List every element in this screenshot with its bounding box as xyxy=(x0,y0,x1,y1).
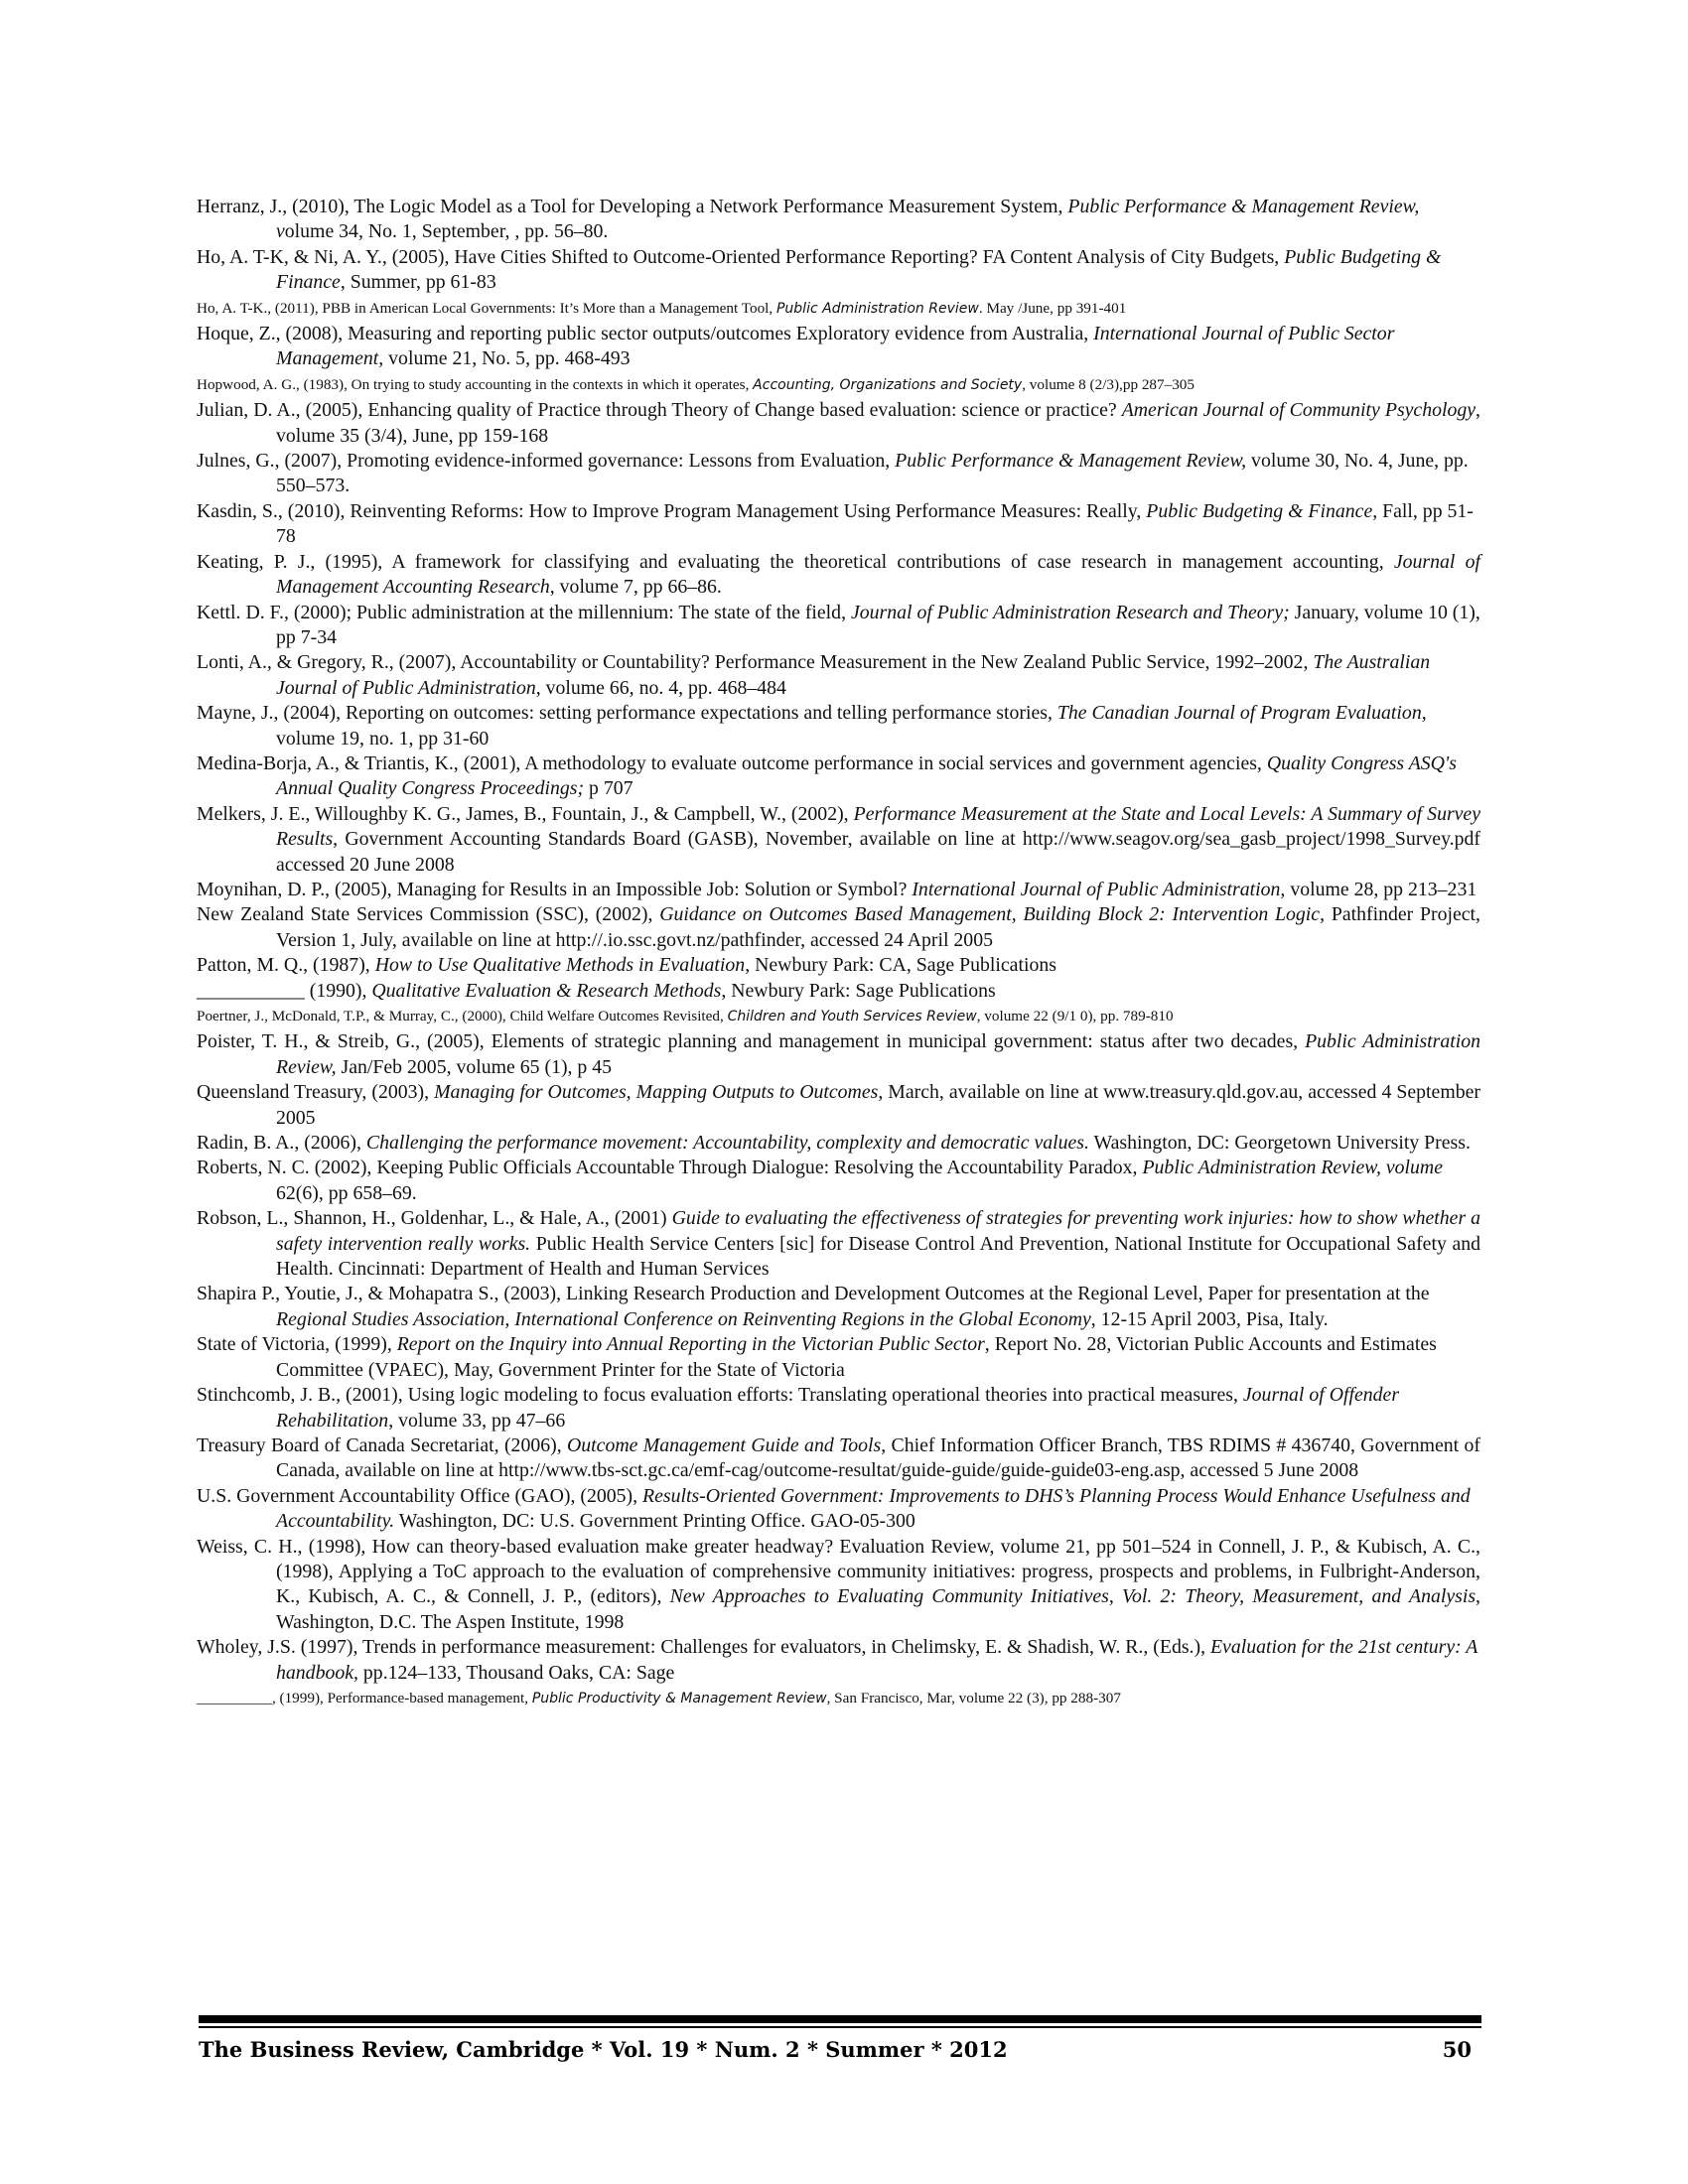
reference-source-title: Challenging the performance movement: Accountability, complexity and democratic values. xyxy=(365,1132,1089,1155)
reference-source-title: Journal of Management Accounting Research xyxy=(276,550,1480,599)
reference-entry xyxy=(197,1080,1480,1131)
reference-source-title: Results-Oriented Government: Improvements to DHS’s Planning Process Would Enhance Usefulness and Accountability. xyxy=(276,1484,1471,1533)
reference-source-title: The Australian Journal of Public Administration xyxy=(276,651,1431,699)
reference-details: , Fall, pp 51-78 xyxy=(276,499,1474,548)
reference-text: Julnes, G., (2007), Promoting evidence-informed governance: Lessons from Evaluation, xyxy=(197,450,896,473)
reference-source-title: Managing for Outcomes, Mapping Outputs to Outcomes xyxy=(434,1081,879,1104)
reference-text: Julian, D. A., (2005), Enhancing quality of Practice through Theory of Change based evaluation: science or practice? xyxy=(197,399,1122,422)
footer-rule-thin xyxy=(199,2026,1481,2028)
reference-text: Stinchcomb, J. B., (2001), Using logic modeling to focus evaluation efforts: Translating operational theories into practical measures, xyxy=(197,1384,1243,1407)
reference-source-title: American Journal of Community Psychology xyxy=(1121,399,1477,422)
reference-source-title: Evaluation for the 21st century: A handbook, xyxy=(276,1636,1477,1684)
reference-details: Washington, DC: U.S. Government Printing Office. GAO-05-300 xyxy=(394,1510,915,1533)
reference-source-title: Performance Measurement at the State and Local Levels: A Summary of Survey Results xyxy=(276,802,1480,851)
reference-entry xyxy=(197,601,1480,651)
reference-entry xyxy=(197,751,1480,802)
reference-details: , Summer, pp 61-83 xyxy=(340,271,496,294)
reference-details: p 707 xyxy=(584,777,633,800)
reference-entry xyxy=(197,398,1480,449)
reference-details: , March, available on line at www.treasury.qld.gov.au, accessed 4 September 2005 xyxy=(276,1081,1480,1129)
reference-entry xyxy=(197,1484,1480,1535)
reference-source-title: Report on the Inquiry into Annual Reporting in the Victorian Public Sector xyxy=(396,1333,985,1356)
reference-entry xyxy=(197,902,1480,953)
reference-details: volume 19, no. 1, pp 31-60 xyxy=(276,727,490,750)
reference-entry xyxy=(197,878,1480,902)
footer-rule xyxy=(199,2015,1481,2023)
reference-source-title: International Journal of Public Administration, xyxy=(912,878,1286,900)
reference-details: , Government Accounting Standards Board (GASB), November, available on line at http://www.seagov.org/sea_gasb_project/1998_Survey.pdf accessed 20 June 2008 xyxy=(276,828,1480,876)
reference-text: ___________ (1990), xyxy=(197,979,372,1002)
reference-details: volume 30, No. 4, June, pp. 550–573. xyxy=(276,450,1469,497)
reference-source-title: Public Performance & Management Review, v xyxy=(276,196,1420,243)
reference-source-title: International Journal of Public Sector Management, xyxy=(276,323,1395,370)
reference-details: Jan/Feb 2005, volume 65 (1), p 45 xyxy=(336,1055,613,1078)
reference-details: , Washington, D.C. The Aspen Institute, 1998 xyxy=(276,1585,1480,1633)
reference-entry xyxy=(197,650,1480,701)
reference-text: Queensland Treasury, (2003), xyxy=(197,1081,435,1104)
reference-text: Radin, B. A., (2006), xyxy=(197,1132,366,1155)
reference-details: Washington, DC: Georgetown University Press. xyxy=(1088,1132,1471,1155)
reference-entry xyxy=(197,802,1480,878)
reference-text: Keating, P. J., (1995), A framework for classifying and evaluating the theoretical contributions of case research in management accounting, xyxy=(197,550,1394,573)
reference-text: Poertner, J., McDonald, T.P., & Murray, C., (2000), Child Welfare Outcomes Revisited, xyxy=(197,1008,728,1024)
reference-details: , San Francisco, Mar, volume 22 (3), pp 288-307 xyxy=(826,1689,1121,1706)
reference-text: State of Victoria, (1999), xyxy=(197,1333,397,1356)
reference-entry xyxy=(197,1635,1480,1686)
reference-text: U.S. Government Accountability Office (GAO), (2005), xyxy=(197,1484,643,1507)
reference-text: Roberts, N. C. (2002), Keeping Public Officials Accountable Through Dialogue: Resolving the Accountability Paradox, xyxy=(197,1157,1143,1179)
reference-source-title: Journal of Public Administration Research and Theory; xyxy=(850,601,1290,623)
reference-entry xyxy=(197,701,1480,751)
reference-details: , volume 8 (2/3),pp 287–305 xyxy=(1022,375,1195,393)
reference-entry xyxy=(197,979,1480,1004)
reference-source-title: Children and Youth Services Review xyxy=(727,1009,977,1024)
reference-details: Public Health Service Centers [sic] for Disease Control And Prevention, National Institute for Occupational Safety and Health. Cincinnati: Department of Health and Human Services xyxy=(276,1232,1480,1281)
reference-source-title: Public Productivity & Management Review xyxy=(531,1690,827,1706)
reference-text: Robson, L., Shannon, H., Goldenhar, L., & Hale, A., (2001) xyxy=(197,1207,672,1230)
reference-source-title: Public Budgeting & Finance xyxy=(1146,499,1373,522)
reference-details: , volume 66, no. 4, pp. 468–484 xyxy=(535,676,786,699)
reference-details: , Newbury Park: CA, Sage Publications xyxy=(745,954,1056,977)
reference-text: Herranz, J., (2010), The Logic Model as a Tool for Developing a Network Performance Measurement System, xyxy=(197,196,1068,217)
reference-entry xyxy=(197,1535,1480,1636)
reference-source-title: Public Administration Review xyxy=(775,300,979,317)
reference-entry xyxy=(197,1383,1480,1433)
reference-text: Wholey, J.S. (1997), Trends in performance measurement: Challenges for evaluators, in Chelimsky, E. & Shadish, W. R., (Eds.), xyxy=(197,1636,1210,1659)
reference-details: volume 28, pp 213–231 xyxy=(1285,878,1477,900)
reference-text: Treasury Board of Canada Secretariat, (2006), xyxy=(197,1433,567,1456)
reference-text: Poister, T. H., & Streib, G., (2005), Elements of strategic planning and management in municipal government: status after two decades, xyxy=(197,1030,1306,1053)
reference-entry xyxy=(197,550,1480,601)
reference-entry xyxy=(197,499,1480,550)
reference-details: pp.124–133, Thousand Oaks, CA: Sage xyxy=(357,1661,675,1684)
reference-details: , Pathfinder Project, Version 1, July, available on line at http://.io.ssc.govt.nz/pathfinder, accessed 24 April 2005 xyxy=(276,903,1480,951)
reference-text: Kasdin, S., (2010), Reinventing Reforms: How to Improve Program Management Using Performance Measures: Really, xyxy=(197,499,1147,522)
reference-source-title: The Canadian Journal of Program Evaluation, xyxy=(1056,702,1427,725)
footer-journal-title: The Business Review, Cambridge * Vol. 19 * Num. 2 * Summer * 2012 xyxy=(199,2037,1008,2062)
reference-entry xyxy=(197,953,1480,978)
reference-source-title: Qualitative Evaluation & Research Methods xyxy=(371,979,722,1002)
reference-list xyxy=(197,195,1480,1711)
reference-text: Ho, A. T-K., (2011), PBB in American Local Governments: It’s More than a Management Tool, xyxy=(197,299,776,317)
reference-entry xyxy=(197,322,1480,372)
reference-entry xyxy=(197,1282,1480,1332)
reference-entry xyxy=(197,245,1480,296)
reference-text: Moynihan, D. P., (2005), Managing for Results in an Impossible Job: Solution or Symbol? xyxy=(197,878,913,900)
reference-text: Patton, M. Q., (1987), xyxy=(197,954,375,977)
reference-source-title: Regional Studies Association, International Conference on Reinventing Regions in the Global Economy xyxy=(276,1307,1091,1330)
reference-entry xyxy=(197,1156,1480,1206)
reference-details: , volume 7, pp 66–86. xyxy=(549,576,722,599)
page-number: 50 xyxy=(1442,2037,1472,2062)
reference-source-title: Public Budgeting & Finance xyxy=(276,245,1442,294)
reference-details: , volume 22 (9/1 0), pp. 789-810 xyxy=(976,1008,1174,1024)
reference-text: Weiss, C. H., (1998), How can theory-based evaluation make greater headway? Evaluation Review, volume 21, pp 501–524 in Connell, J. P., & Kubisch, A. C., (1998), Applying a ToC approach to the evaluation of comprehensive community initiatives: progress, prospects and problems, in Fulbright-Anderson, K., Kubisch, A. C., & Connell, J. P., (editors), xyxy=(197,1535,1480,1608)
reference-entry xyxy=(197,1433,1480,1484)
reference-text: Kettl. D. F., (2000); Public administration at the millennium: The state of the field, xyxy=(197,601,851,623)
reference-entry xyxy=(197,1686,1480,1711)
reference-text: Lonti, A., & Gregory, R., (2007), Accountability or Countability? Performance Measurement in the New Zealand Public Service, 1992–2002, xyxy=(197,651,1314,674)
reference-source-title: Public Performance & Management Review, xyxy=(895,450,1247,473)
reference-entry xyxy=(197,1206,1480,1282)
reference-entry xyxy=(197,1332,1480,1383)
reference-details: 62(6), pp 658–69. xyxy=(276,1181,417,1204)
reference-text: New Zealand State Services Commission (SSC), (2002), xyxy=(197,903,660,926)
reference-source-title: Public Administration Review, xyxy=(276,1030,1480,1078)
reference-text: Ho, A. T-K, & Ni, A. Y., (2005), Have Cities Shifted to Outcome-Oriented Performance Reporting? FA Content Analysis of City Budgets, xyxy=(197,245,1285,268)
reference-source-title: Accounting, Organizations and Society xyxy=(753,376,1023,393)
page-footer xyxy=(199,2037,1481,2073)
reference-entry xyxy=(197,296,1480,322)
reference-text: __________, (1999), Performance-based management, xyxy=(197,1689,532,1706)
reference-text: Mayne, J., (2004), Reporting on outcomes: setting performance expectations and telling performance stories, xyxy=(197,702,1057,725)
reference-text: Hoque, Z., (2008), Measuring and reporting public sector outputs/outcomes Exploratory evidence from Australia, xyxy=(197,323,1094,345)
reference-entry xyxy=(197,1029,1480,1080)
reference-entry xyxy=(197,449,1480,499)
reference-details: , 12-15 April 2003, Pisa, Italy. xyxy=(1090,1307,1329,1330)
reference-source-title: New Approaches to Evaluating Community Initiatives, Vol. 2: Theory, Measurement, and Analysis xyxy=(669,1585,1477,1608)
reference-details: olume 34, No. 1, September, , pp. 56–80. xyxy=(284,220,609,243)
reference-source-title: Public Administration Review, volume xyxy=(1142,1157,1443,1179)
reference-text: Hopwood, A. G., (1983), On trying to study accounting in the contexts in which it operates, xyxy=(197,375,754,393)
reference-source-title: Journal of Offender Rehabilitation xyxy=(276,1384,1400,1432)
reference-entry xyxy=(197,1131,1480,1156)
reference-source-title: Quality Congress ASQ's Annual Quality Congress Proceedings; xyxy=(276,751,1457,800)
reference-text: Shapira P., Youtie, J., & Mohapatra S., (2003), Linking Research Production and Development Outcomes at the Regional Level, Paper for presentation at the xyxy=(197,1283,1430,1305)
reference-details: , volume 33, pp 47–66 xyxy=(388,1409,566,1432)
reference-details: , volume 35 (3/4), June, pp 159-168 xyxy=(276,399,1480,447)
reference-details: , Newbury Park: Sage Publications xyxy=(721,979,996,1002)
reference-details: volume 21, No. 5, pp. 468-493 xyxy=(383,347,631,370)
reference-details: January, volume 10 (1), pp 7-34 xyxy=(276,601,1480,648)
reference-details: . May /June, pp 391-401 xyxy=(978,299,1127,317)
reference-entry xyxy=(197,1004,1480,1029)
reference-text: Medina-Borja, A., & Triantis, K., (2001), A methodology to evaluate outcome performance in social services and government agencies, xyxy=(197,751,1267,774)
reference-source-title: Guide to evaluating the effectiveness of strategies for preventing work injuries: how to show whether a safety intervention really works. xyxy=(276,1207,1481,1255)
reference-details: , Report No. 28, Victorian Public Accounts and Estimates Committee (VPAEC), May, Government Printer for the State of Victoria xyxy=(276,1333,1437,1381)
reference-source-title: How to Use Qualitative Methods in Evaluation xyxy=(374,954,746,977)
reference-entry xyxy=(197,372,1480,398)
reference-text: Melkers, J. E., Willoughby K. G., James, B., Fountain, J., & Campbell, W., (2002), xyxy=(197,802,854,825)
reference-source-title: Guidance on Outcomes Based Management, Building Block 2: Intervention Logic xyxy=(659,903,1321,926)
reference-entry xyxy=(197,195,1480,245)
reference-source-title: Outcome Management Guide and Tools xyxy=(567,1433,882,1456)
reference-details: , Chief Information Officer Branch, TBS RDIMS # 436740, Government of Canada, available on line at http://www.tbs-sct.gc.ca/emf-cag/outcome-resultat/guide-guide/guide-guide03-eng.asp, accessed 5 June 2008 xyxy=(276,1433,1480,1482)
